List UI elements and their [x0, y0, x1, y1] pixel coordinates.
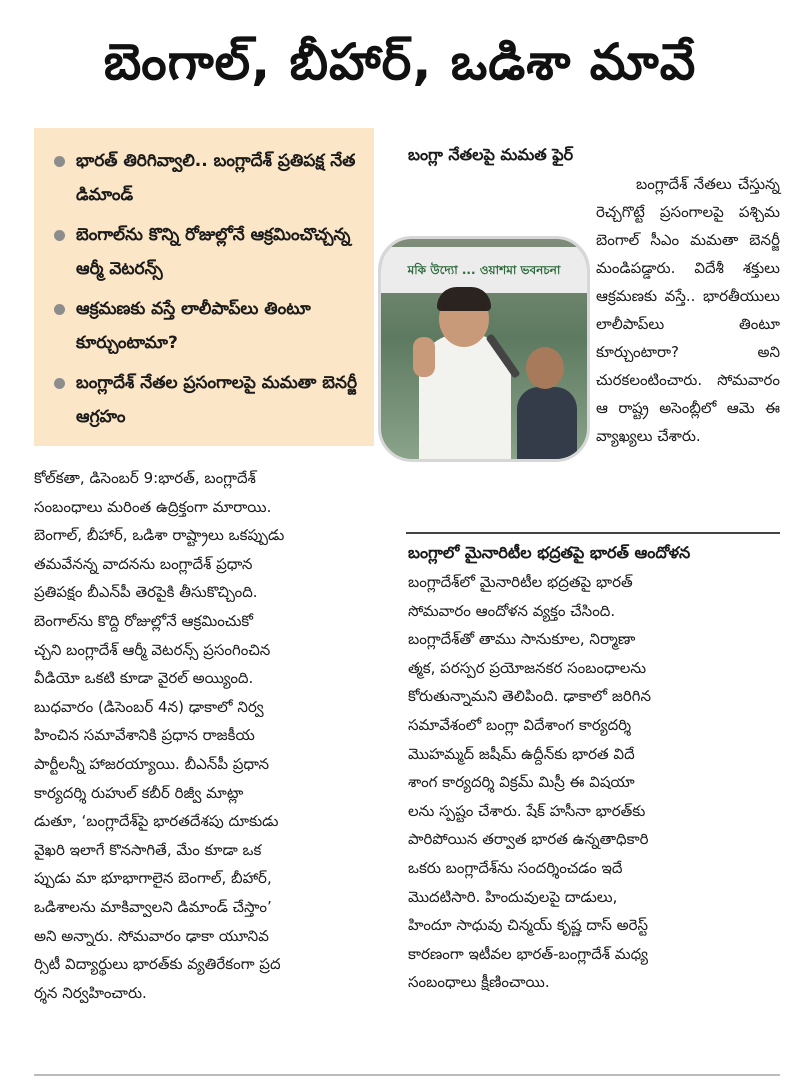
text-line: బుధవారం (డిసెంబర్ 4న) ఢాకాలో నిర్వ [34, 697, 264, 716]
story-mamata-paragraph: బంగ్లాదేశ్ నేతలు చేస్తున్న రెచ్చగొట్టే ప్రసంగాలపై పశ్చిమ బెంగాల్ సీఎం మమతా బెనర్జీ మండిపడ్డారు. విదేశీ శక్తులు ఆక్రమణకు వస్తే.. భారతీయులు లాలీపాప్‌లు తింటూ కూర్చుంటారా? అని చురకలంటించారు. సోమవారం ఆ రాష్ట్ర అసెంబ్లీలో ఆమె ఈ వ్యాఖ్యలు చేశారు. [596, 175, 780, 445]
text-line: చ్చని బంగ్లాదేశ్ ఆర్మీ వెటరన్స్ ప్రసంగించిన [34, 640, 271, 659]
text-line: పారిపోయిన తర్వాత భారత ఉన్నతాధికారి [408, 830, 649, 849]
text-line: మొదటిసారి. హిందువులపై దాడులు, [408, 887, 618, 906]
section-divider [406, 532, 780, 534]
text-line: పార్టీలన్నీ హాజరయ్యాయి. బీఎన్‌పీ ప్రధాన [34, 754, 270, 773]
bullet-icon [54, 156, 65, 167]
text-line: కారణంగా ఇటీవల భారత్-బంగ్లాదేశ్ మధ్య [408, 944, 649, 963]
text-line: ర్శన నిర్వహించారు. [34, 983, 147, 1002]
text-line: లను స్పష్టం చేశారు. షేక్ హసీనా భారత్‌కు [408, 801, 646, 820]
text-line: సమావేశంలో బంగ్లా విదేశాంగ కార్యదర్శి [408, 715, 632, 734]
highlight-item [54, 218, 362, 286]
highlights-box [34, 128, 374, 446]
photo-figure2-body [517, 387, 577, 462]
story-main [34, 464, 384, 1007]
bullet-icon [54, 304, 65, 315]
text-line: బంగ్లాదేశ్‌తో తాము సానుకూల, నిర్మాణా [408, 630, 636, 649]
highlight-text: బంగ్లాదేశ్ నేతల ప్రసంగాలపై మమతా బెనర్జీ ఆగ్రహం [76, 373, 358, 427]
text-line: బంగ్లాదేశ్‌లో మైనారిటీల భద్రతపై భారత్ [408, 573, 633, 591]
story-minorities-body [408, 568, 780, 997]
text-line: శాంగ కార్యదర్శి విక్రమ్ మిస్రీ ఈ విషయా [408, 773, 635, 792]
text-line: బెంగాల్‌ను కొద్ది రోజుల్లోనే ఆక్రమించుకో [34, 611, 253, 630]
highlight-text: బెంగాల్‌ను కొన్ని రోజుల్లోనే ఆక్రమించొచ్చన్న ఆర్మీ వెటరన్స్ [76, 225, 351, 279]
headline: బెంగాల్, బీహార్, ఒడిశా మావే [103, 33, 697, 91]
text-line: బెంగాల్, బీహార్, ఒడిశా రాష్ట్రాలు ఒకప్పుడు [34, 526, 285, 545]
text-line: మొహమ్మద్ జషీమ్ ఉద్దీన్‌కు భారత విదే [408, 744, 635, 763]
text-line: సంబంధాలు మరింత ఉద్రిక్తంగా మారాయి. [34, 497, 272, 516]
text-line: కార్యదర్శి రుహుల్ కబీర్ రిజ్వీ మాట్లా [34, 783, 244, 802]
highlight-item [54, 366, 362, 434]
text-line: సంబంధాలు క్షీణించాయి. [408, 973, 550, 992]
text-line: హించిన సమావేశానికి ప్రధాన రాజకీయ [34, 726, 255, 745]
photo-mamata-banerjee [378, 236, 590, 462]
text-line: ఒడిశాలను మాకివ్వాలని డిమాండ్ చేస్తాం’ [34, 897, 272, 916]
text-line: డుతూ, ‘బంగ్లాదేశ్‌పై భారతదేశపు దూకుడు [34, 812, 279, 831]
photo-figure-hair [437, 287, 491, 311]
highlight-item [54, 292, 362, 360]
highlight-text: భారత్ తిరిగివ్వాలి.. బంగ్లాదేశ్ ప్రతిపక్ష నేత డిమాండ్ [76, 151, 356, 205]
photo-banner-text: মকি উদ্যো ... ওয়াশমা ভবনচনা [381, 247, 587, 293]
photo-figure-hand [413, 337, 435, 377]
text-line: వీడియో ఒకటి కూడా వైరల్ అయ్యింది. [34, 669, 254, 688]
highlight-item [54, 144, 362, 212]
subhead-mamata: బంగ్లా నేతలపై మమత ఫైర్ [408, 145, 574, 164]
bullet-icon [54, 378, 65, 389]
text-line: సోమవారం ఆందోళన వ్యక్తం చేసింది. [408, 601, 616, 620]
text-line: అని అన్నారు. సోమవారం ఢాకా యూనివ [34, 926, 269, 945]
subhead-minorities: బంగ్లాలో మైనారిటీల భద్రతపై భారత్ ఆందోళన [408, 543, 691, 562]
photo-figure2-head [526, 347, 564, 389]
text-line: కోల్‌కతా, డిసెంబర్ 9:భారత్, బంగ్లాదేశ్ [34, 469, 256, 487]
text-line: వైఖరి ఇలాగే కొనసాగితే, మేం కూడా ఒక [34, 840, 262, 859]
story-minorities [408, 538, 780, 997]
text-line: ర్సిటీ విద్యార్థులు భారత్‌కు వ్యతిరేకంగా ప్రద [34, 955, 281, 974]
bullet-icon [54, 230, 65, 241]
highlight-text: ఆక్రమణకు వస్తే లాలీపాప్‌లు తింటూ కూర్చుంటామా? [76, 299, 311, 353]
text-line: ప్పుడు మా భూభాగాలైన బెంగాల్, బీహార్, [34, 869, 272, 888]
text-line: హిందూ సాధువు చిన్మయ్ కృష్ణ దాస్ అరెస్ట్ [408, 916, 649, 935]
text-line: ప్రతిపక్షం బీఎన్‌పీ తెరపైకి తీసుకొచ్చింది. [34, 583, 258, 602]
text-line: తమవేనన్న వాదనను బంగ్లాదేశ్ ప్రధాన [34, 554, 253, 573]
text-line: కోరుతున్నామని తెలిపింది. ఢాకాలో జరిగిన [408, 687, 651, 706]
bottom-rule [34, 1074, 780, 1076]
text-line: ఒకరు బంగ్లాదేశ్‌ను సందర్శించడం ఇదే [408, 858, 623, 877]
text-line: త్మక, పరస్పర ప్రయోజనకర సంబంధాలను [408, 658, 647, 677]
